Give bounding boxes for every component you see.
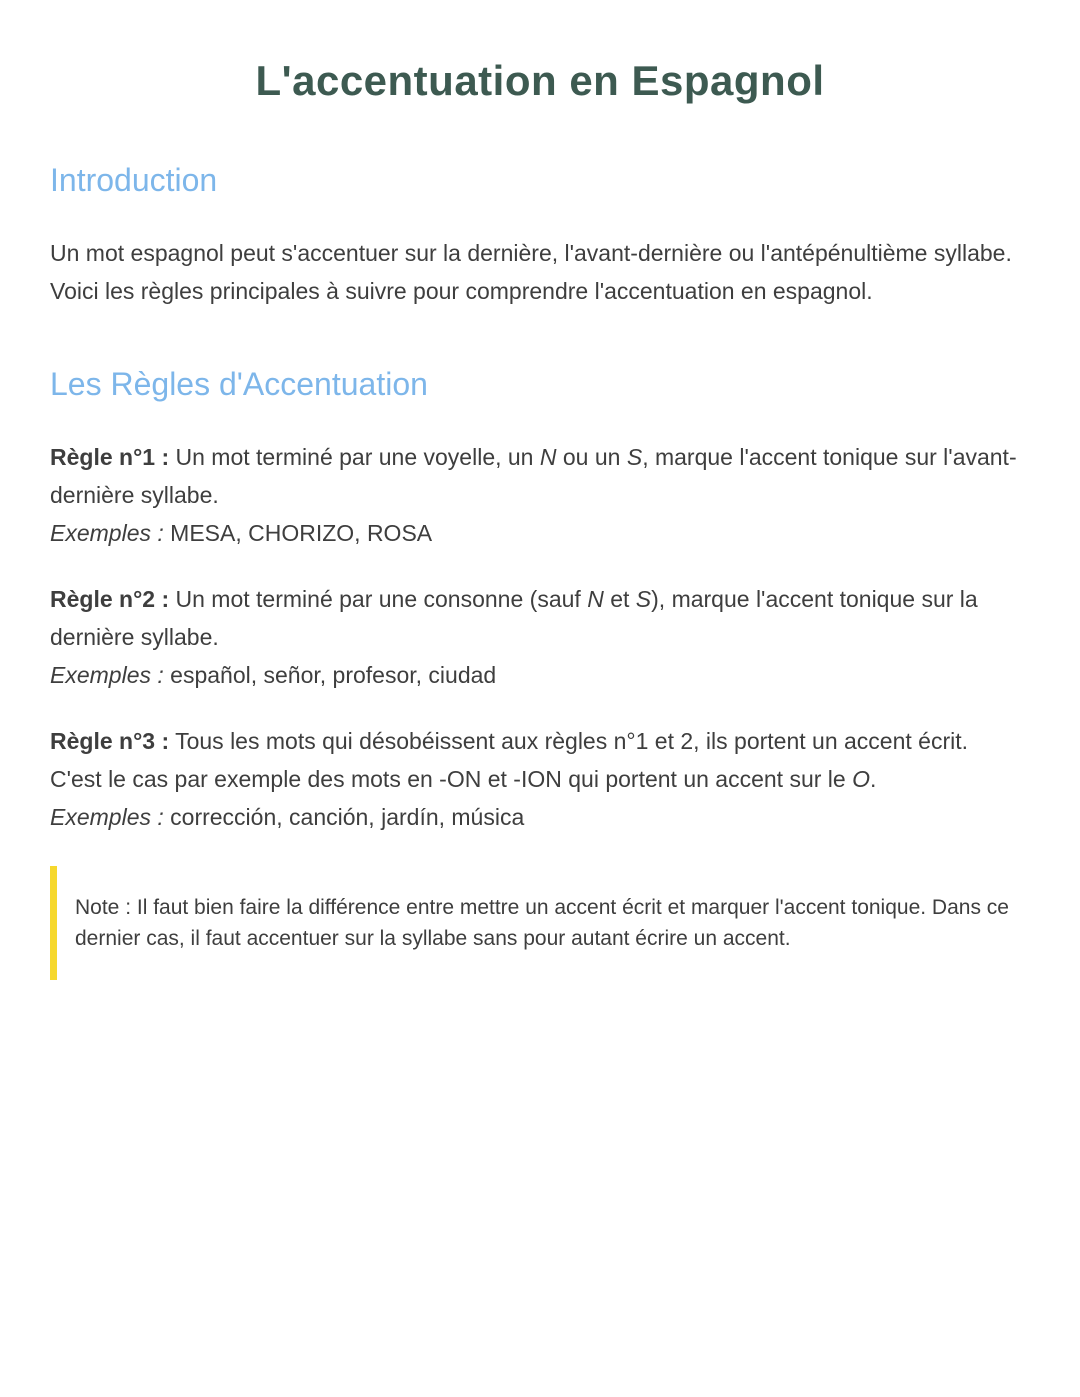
rule-3-detail-line <box>50 760 1030 798</box>
rule-3-paragraph <box>50 722 1030 760</box>
rule-1-text-3: , marque l'accent tonique sur l'avant-dernière syllabe. <box>50 444 1017 508</box>
rule-2-label: Règle n°2 : <box>50 586 170 612</box>
rule-3-label: Règle n°3 : <box>50 728 170 754</box>
rule-1-letter-n: N <box>539 444 557 470</box>
rule-1-examples-label: Exemples : <box>50 520 171 546</box>
rule-2-paragraph <box>50 580 1030 656</box>
rule-2-text-2: et <box>603 586 636 612</box>
note-text: Note : Il faut bien faire la différence entre mettre un accent écrit et marquer l'accent tonique. Dans ce dernier cas, il faut accentuer sur la syllabe sans pour autant écrire un accent. <box>75 896 1009 950</box>
heading-introduction: Introduction <box>50 162 218 198</box>
rule-1-paragraph <box>50 438 1030 514</box>
rule-2-text-1: Un mot terminé par une consonne (sauf <box>169 586 588 612</box>
rule-2-examples <box>50 656 1030 694</box>
rule-3-examples-text: corrección, canción, jardín, música <box>170 804 525 830</box>
rule-1-text-1: Un mot terminé par une voyelle, un <box>169 444 540 470</box>
rule-3-examples-label: Exemples : <box>50 804 171 830</box>
rule-2-letter-s: S <box>635 586 652 612</box>
page-title: L'accentuation en Espagnol <box>255 57 825 104</box>
rule-1-letter-s: S <box>626 444 643 470</box>
section-introduction <box>50 160 1030 310</box>
rule-3-letter-o: O <box>852 766 870 792</box>
introduction-paragraph: Un mot espagnol peut s'accentuer sur la dernière, l'avant-dernière ou l'antépénultième syllabe. Voici les règles principales à suivre pour comprendre l'accentuation en espagnol. <box>50 240 1012 304</box>
rule-3-detail-text-1: C'est le cas par exemple des mots en -ON et -ION qui portent un accent sur le <box>50 766 853 792</box>
rule-3-detail-text-2: . <box>869 766 877 792</box>
section-rules <box>50 364 1030 836</box>
heading-rules: Les Règles d'Accentuation <box>50 366 428 402</box>
rule-2-examples-text: español, señor, profesor, ciudad <box>170 662 497 688</box>
rule-1-label: Règle n°1 : <box>50 444 170 470</box>
rule-2-letter-n: N <box>587 586 604 612</box>
rule-2-text-3: ), marque l'accent tonique sur la dernière syllabe. <box>50 586 978 650</box>
rule-3-text-1: Tous les mots qui désobéissent aux règles n°1 et 2, ils portent un accent écrit. <box>169 728 969 754</box>
note-callout <box>50 866 1030 980</box>
rule-1-examples-text: MESA, CHORIZO, ROSA <box>170 520 433 546</box>
rule-1-examples <box>50 514 1030 552</box>
rule-1-text-2: ou un <box>556 444 627 470</box>
rule-2-examples-label: Exemples : <box>50 662 171 688</box>
rule-3-examples <box>50 798 1030 836</box>
